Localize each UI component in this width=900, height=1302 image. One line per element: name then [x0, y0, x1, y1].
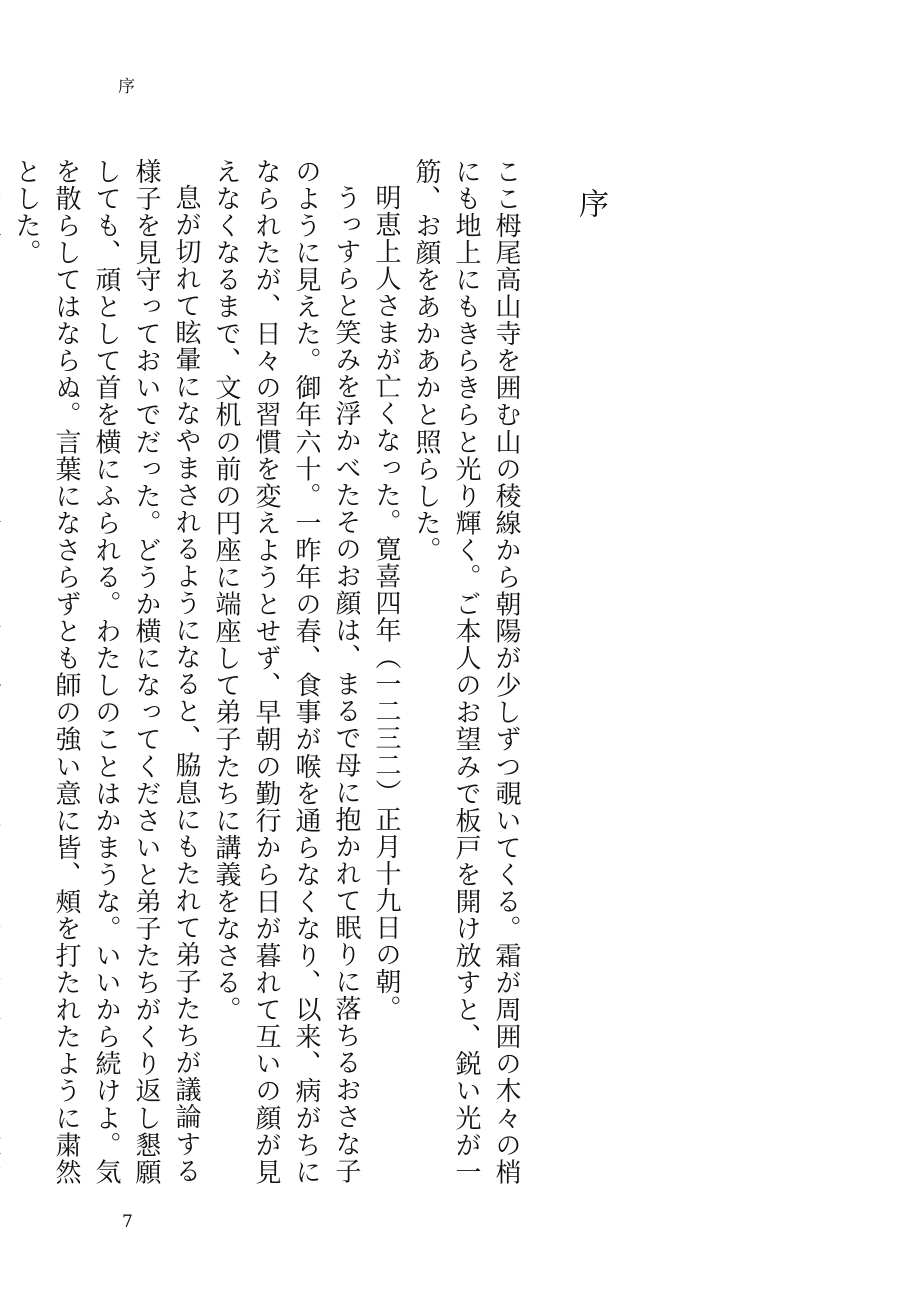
running-head: 序 [118, 77, 135, 97]
text-column-block [0, 158, 526, 1198]
body-text [11, 158, 610, 1198]
paragraph-4: 息が切れて眩暈になやまされるようになると、脇息にもたれて弟子たちが議論する様子を見守っておいでだった。どうか横になってくださいと弟子たちがくり返し懇願しても、頑として首を横にふられる。わたしのことはかまうな。いいから続けよ。気を散らしてはならぬ。言葉になさらずとも師の強い意に皆、頰を打たれたように粛然とした。 [11, 158, 201, 1186]
paragraph-3: うっすらと笑みを浮かべたそのお顔は、まるで母に抱かれて眠りに落ちるおさな子のように見えた。御年六十。一昨年の春、食事が喉を通らなくなり、以来、病がちになられたが、日々の習慣を変えようとせず、早朝の勤行から日が暮れて互いの顔が見えなくなるまで、文机の前の円座に端座して弟子たちに講義をなさる。 [211, 158, 361, 1186]
paragraph-1: ここ栂尾高山寺を囲む山の稜線から朝陽が少しずつ覗いてくる。霜が周囲の木々の梢にも地上にもきらきらと光り輝く。ご本人のお望みで板戸を開け放すと、鋭い光が一筋、お顔をあかあかと照らした。 [411, 158, 521, 1186]
paragraph-5 [0, 158, 6, 1198]
chapter-title: 序 [573, 188, 608, 220]
paragraph-2: 明恵上人さまが亡くなった。寛喜四年（一二三二）正月十九日の朝。 [371, 184, 401, 1023]
page-number: 7 [122, 1212, 133, 1232]
